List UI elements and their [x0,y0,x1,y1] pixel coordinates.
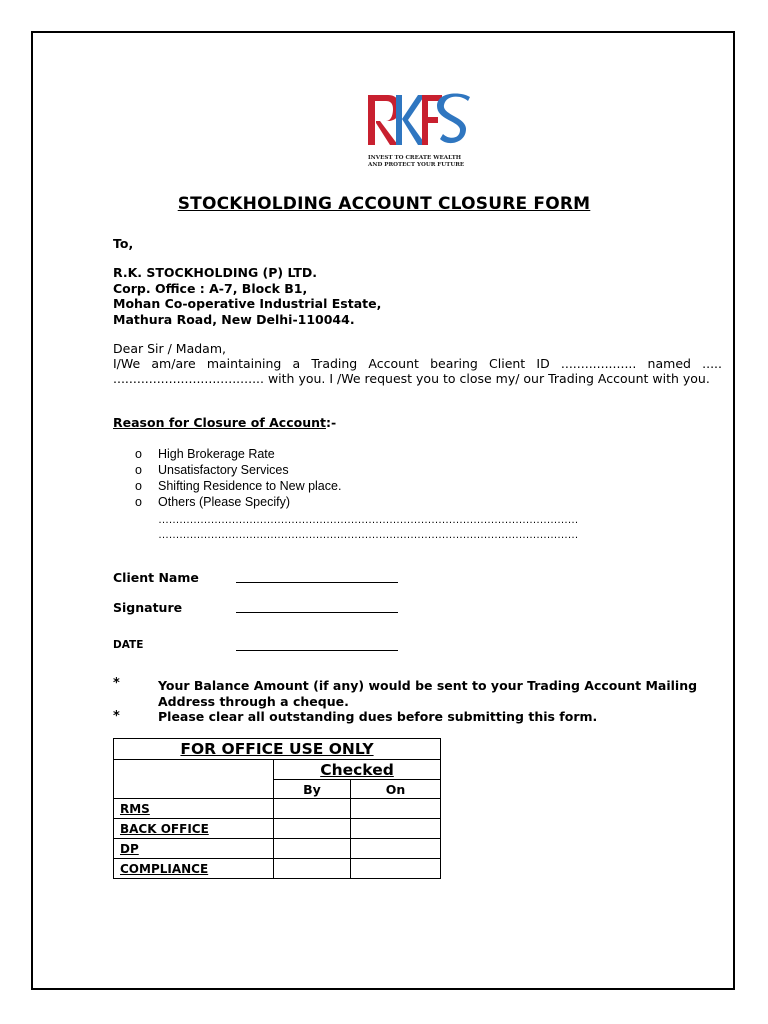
table-row [114,819,441,839]
bullet-icon: o [135,447,142,461]
row-label-back-office: BACK OFFICE [114,819,274,839]
on-cell[interactable] [351,819,441,839]
row-label-dp: DP [114,839,274,859]
row-label-compliance: COMPLIANCE [114,859,274,879]
reason-label: High Brokerage Rate [158,447,275,461]
reason-label: Others (Please Specify) [158,495,290,509]
col-by-header: By [274,780,351,799]
client-name-label: Client Name [113,570,199,585]
address-line: R.K. STOCKHOLDING (P) LTD. [113,265,318,280]
on-cell[interactable] [351,859,441,879]
table-cell [114,760,274,799]
reason-label: Shifting Residence to New place. [158,479,342,493]
client-name-field[interactable] [236,582,398,583]
note-line: Address through a cheque. [158,693,349,709]
specify-line-2[interactable]: ………………………………………………………………………………………………………… [158,529,578,541]
reason-label: Unsatisfactory Services [158,463,289,477]
salutation: Dear Sir / Madam, [113,341,226,356]
bullet-icon: o [135,479,142,493]
form-title: STOCKHOLDING ACCOUNT CLOSURE FORM [177,194,591,214]
rkfs-logo [366,93,476,175]
by-cell[interactable] [274,799,351,819]
reason-heading-text: Reason for Closure of Account [113,415,326,430]
date-field[interactable] [236,650,398,651]
bullet-icon: o [135,495,142,509]
signature-field[interactable] [236,612,398,613]
table-row [114,799,441,819]
reason-item [135,494,341,510]
note-star: * [113,709,120,724]
on-cell[interactable] [351,799,441,819]
company-address [113,265,381,327]
row-label-rms: RMS [114,799,274,819]
reason-item [135,478,341,494]
reasons-list [135,446,341,510]
table-row [114,839,441,859]
by-cell[interactable] [274,819,351,839]
reason-item [135,462,341,478]
signature-label: Signature [113,600,183,615]
note-dues: Please clear all outstanding dues before submitting this form. [158,709,598,724]
request-paragraph: I/We am/are maintaining a Trading Account bearing Client ID ................... named ..... ...................................... with you. I /We request you to close my/ our Trading Account with you. [113,356,722,386]
table-row [114,859,441,879]
bullet-icon: o [135,463,142,477]
reason-heading [113,415,336,430]
on-cell[interactable] [351,839,441,859]
to-line: To, [113,236,134,251]
address-line: Mohan Co-operative Industrial Estate, [113,296,382,311]
reason-heading-suffix: :- [325,415,337,430]
note-balance [158,678,697,709]
office-use-table [113,738,441,879]
date-label: DATE [113,639,144,651]
logo-tagline-1: INVEST TO CREATE WEALTH [368,155,462,161]
reason-item [135,446,341,462]
note-star: * [113,676,120,691]
by-cell[interactable] [274,859,351,879]
office-use-title: FOR OFFICE USE ONLY [114,739,441,760]
note-line: Your Balance Amount (if any) would be sent to your Trading Account Mailing [158,678,698,693]
by-cell[interactable] [274,839,351,859]
logo-tagline-2: AND PROTECT YOUR FUTURE [368,162,465,168]
checked-header: Checked [274,760,441,780]
address-line: Mathura Road, New Delhi-110044. [113,311,355,327]
specify-line-1[interactable]: ………………………………………………………………………………………………………… [158,514,578,526]
col-on-header: On [351,780,441,799]
address-line: Corp. Office : A-7, Block B1, [113,280,308,296]
